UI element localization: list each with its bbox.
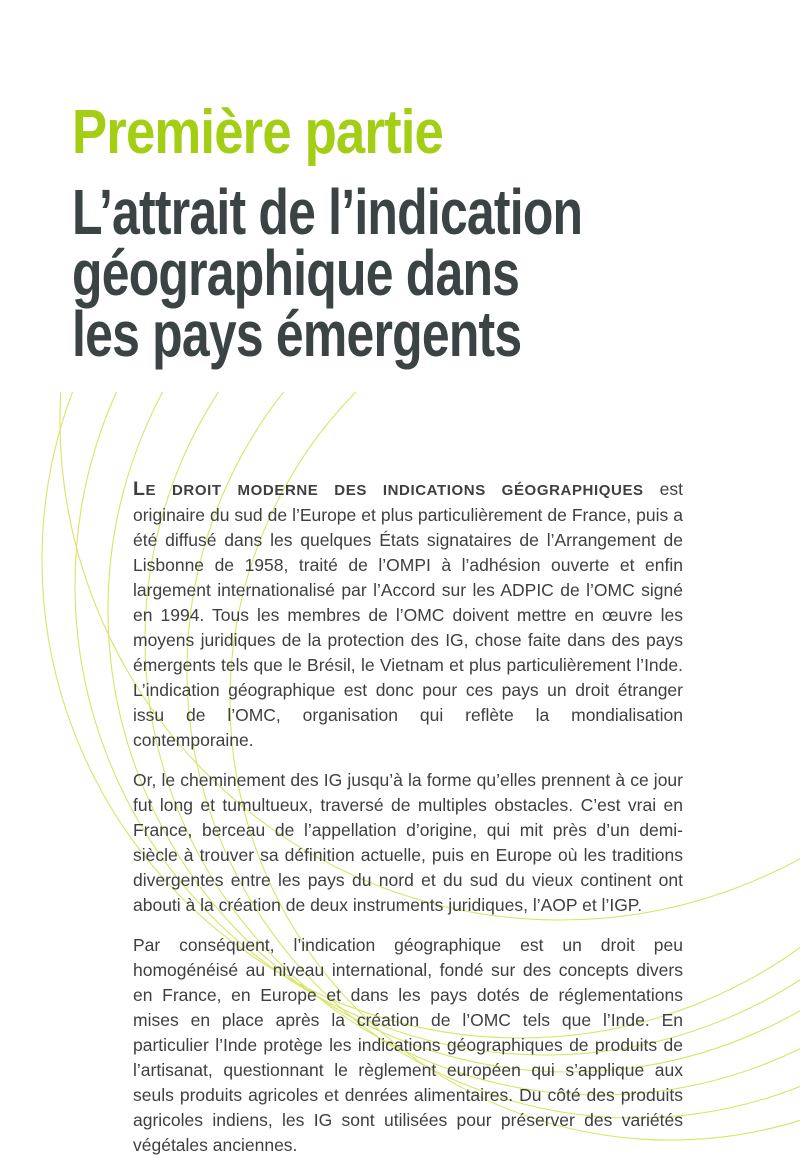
page-title-line-3: les pays émergents [72, 298, 522, 370]
part-label: Première partie [72, 98, 443, 167]
body-text [133, 477, 683, 1158]
paragraph [133, 768, 683, 918]
paragraph [133, 933, 683, 1158]
paragraph-lead-smallcaps: LE DROIT MODERNE DES INDICATIONS GÉOGRAPHIQUES [133, 478, 644, 500]
paragraph-text: Or, le cheminement des IG jusqu’à la forme qu’elles prennent à ce jour fut long et tumultueux, traversé de multiples obstacles. C’est vrai en France, berceau de l’appellation d’origine, qui mit près d’un demi-siècle à trouver sa définition actuelle, puis en Europe où les traditions divergentes entre les pays du nord et du sud du vieux continent ont abouti à la création de deux instruments juridiques, l’AOP et l’IGP. [133, 770, 683, 915]
paragraph-text: est originaire du sud de l’Europe et plus particulièrement de France, puis a été diffusé dans les quelques États signataires de l’Arrangement de Lisbonne de 1958, traité de l’OMPI à l’adhésion ouverte et enfin largement internationalisé par l’Accord sur les ADPIC de l’OMC signé en 1994. Tous les membres de l’OMC doivent mettre en œuvre les moyens juridiques de la protection des IG, chose faite dans des pays émergents tels que le Brésil, le Vietnam et plus particulièrement l’Inde. L’indication géographique est donc pour ces pays un droit étranger issu de l’OMC, organisation qui reflète la mondialisation contemporaine. [133, 479, 683, 750]
paragraph [133, 477, 683, 753]
paragraph-text: Par conséquent, l’indication géographique est un droit peu homogénéisé au niveau international, fondé sur des concepts divers en France, en Europe et dans les pays dotés de réglementations mises en place après la création de l’OMC tels que l’Inde. En particulier l’Inde protège les indications géographiques de produits de l’artisanat, questionnant le règlement européen qui s’applique aux seuls produits agricoles et denrées alimentaires. Du côté des produits agricoles indiens, les IG sont utilisées pour préserver des variétés végétales anciennes. [133, 935, 683, 1155]
page-title [72, 176, 800, 370]
page-title-line-1: L’attrait de l’indication [72, 176, 583, 248]
page-title-line-2: géographique dans [72, 237, 520, 309]
